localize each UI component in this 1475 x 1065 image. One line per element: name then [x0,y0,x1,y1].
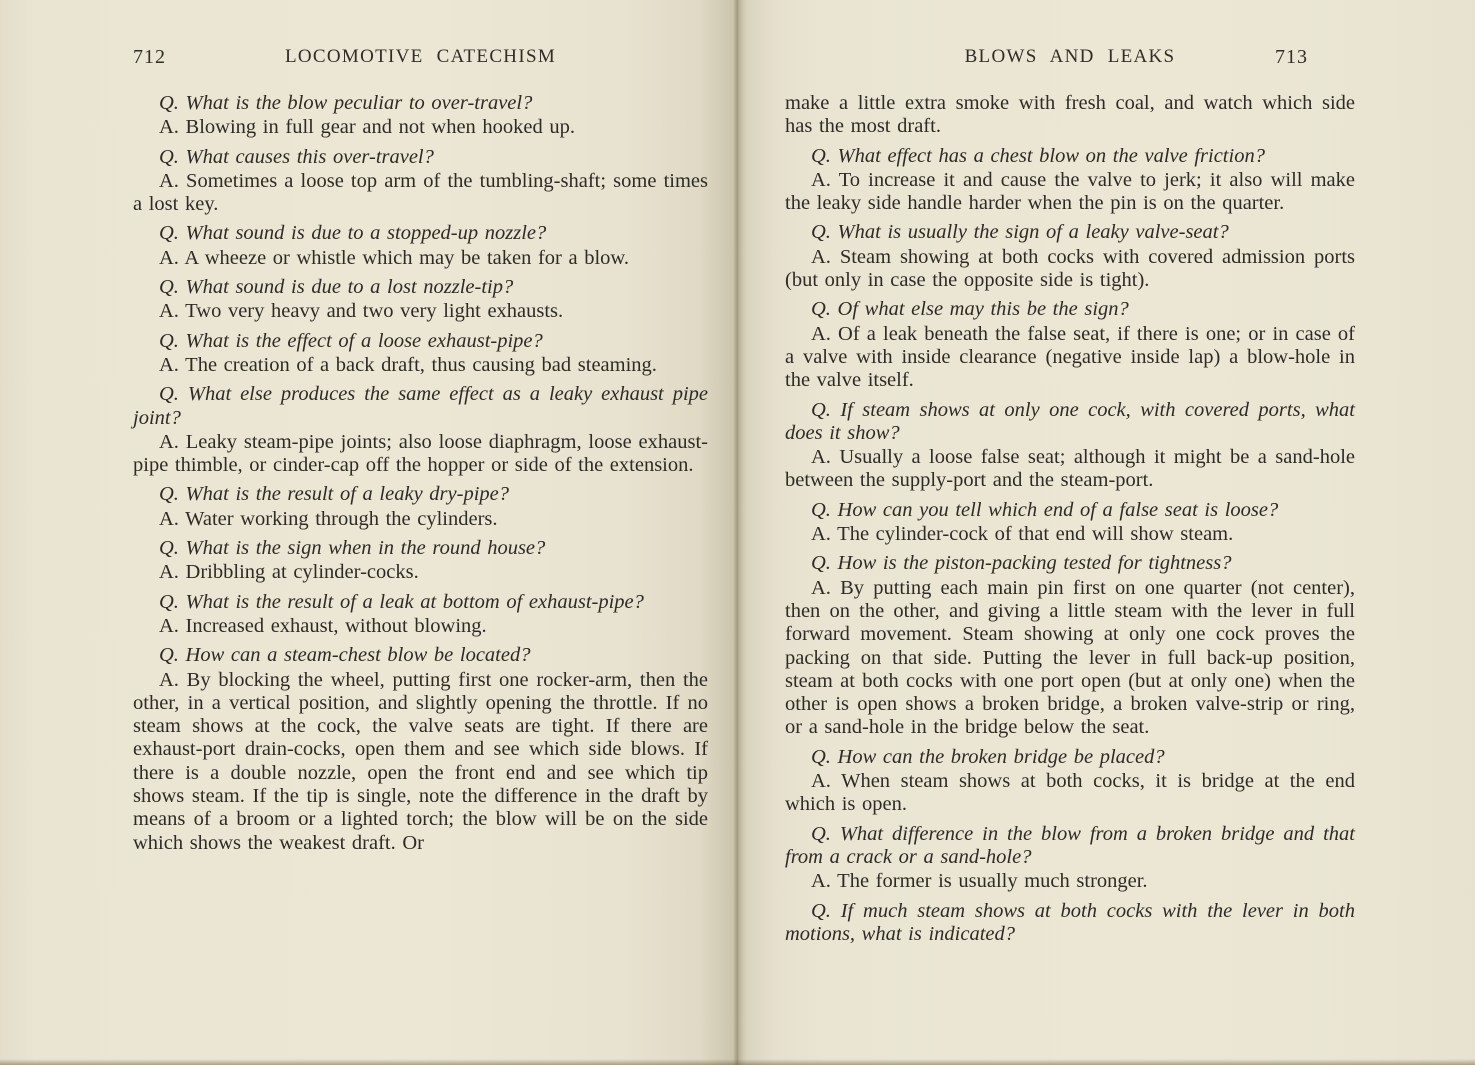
question-paragraph: Q. What is the result of a leak at bottom of exhaust-pipe? [159,590,644,613]
question-paragraph: Q. What is usually the sign of a leaky valve-seat? [811,221,1229,244]
page-number-right: 713 [1275,46,1308,68]
answer-paragraph: A. Blowing in full gear and not when hooked up. [159,116,576,139]
question-paragraph: Q. How can the broken bridge be placed? [811,745,1165,768]
answer-paragraph: A. By blocking the wheel, putting first one rocker-arm, then the other, in a vertical position, and slightly opening the throttle. If no steam shows at the cock, the valve seats are tight. If there are exhaust-port drain-cocks, open them and see which side blows. If there is a double nozzle, open the front end and see which tip shows steam. If the tip is single, note the difference in the draft by means of a broom or a lighted torch; the blow will be on the side which shows the weakest draft. Or [133,668,708,854]
question-paragraph: Q. If steam shows at only one cock, with covered ports, what does it show? [785,398,1355,444]
continuation-paragraph: make a little extra smoke with fresh coal, and watch which side has the most draft. [785,92,1355,138]
answer-paragraph: A. The former is usually much stronger. [811,870,1148,893]
question-paragraph: Q. What else produces the same effect as a leaky exhaust pipe joint? [133,383,708,429]
question-paragraph: Q. What effect has a chest blow on the valve friction? [811,144,1265,167]
question-paragraph: Q. What causes this over-travel? [159,145,434,168]
page-body-right [785,92,1355,946]
answer-paragraph: A. A wheeze or whistle which may be taken for a blow. [159,246,630,269]
answer-paragraph: A. Dribbling at cylinder-cocks. [159,561,419,584]
question-paragraph: Q. What is the blow peculiar to over-travel? [159,92,533,114]
question-paragraph: Q. Of what else may this be the sign? [811,298,1129,321]
page-number-left: 712 [133,46,166,68]
answer-paragraph: A. When steam shows at both cocks, it is bridge at the end which is open. [785,770,1355,816]
question-paragraph: Q. How is the piston-packing tested for tightness? [811,552,1232,575]
page-header-left [133,46,708,72]
answer-paragraph: A. Of a leak beneath the false seat, if there is one; or in case of a valve with inside clearance (negative inside lap) a blow-hole in the valve itself. [785,322,1355,392]
question-paragraph: Q. What is the sign when in the round house? [159,537,546,560]
question-paragraph: Q. What is the effect of a loose exhaust-pipe? [159,329,543,352]
question-paragraph: Q. What sound is due to a lost nozzle-tip? [159,276,514,299]
answer-paragraph: A. By putting each main pin first on one quarter (not center), then on the other, and giving a little steam with the lever in full forward movement. Steam showing at only one cock proves the packing on that side. Putting the lever in full back-up position, steam at both cocks with one port open (but at only one) when the other is open shows a broken bridge, a broken valve-strip or ring, or a sand-hole in the bridge below the seat. [785,576,1355,739]
question-paragraph: Q. What sound is due to a stopped-up nozzle? [159,222,547,245]
question-paragraph: Q. If much steam shows at both cocks with the lever in both motions, what is indicated? [785,899,1355,945]
answer-paragraph: A. Steam showing at both cocks with covered admission ports (but only in case the opposite side is tight). [785,245,1355,292]
running-head-right: BLOWS AND LEAKS [964,46,1176,67]
answer-paragraph: A. The cylinder-cock of that end will show steam. [811,523,1234,546]
answer-paragraph: A. The creation of a back draft, thus causing bad steaming. [159,353,657,376]
answer-paragraph: A. Water working through the cylinders. [159,507,498,530]
question-paragraph: Q. How can you tell which end of a false seat is loose? [811,498,1279,521]
answer-paragraph: A. Leaky steam-pipe joints; also loose diaphragm, loose exhaust-pipe thimble, or cinder-cap off the hopper or side of the extension. [133,430,708,477]
answer-paragraph: A. Increased exhaust, without blowing. [159,614,487,637]
page-body-left [133,92,708,855]
answer-paragraph: A. To increase it and cause the valve to jerk; it also will make the leaky side handle harder when the pin is on the quarter. [785,168,1355,215]
question-paragraph: Q. What is the result of a leaky dry-pipe? [159,483,509,506]
question-paragraph: Q. How can a steam-chest blow be located? [159,644,531,667]
answer-paragraph: A. Sometimes a loose top arm of the tumbling-shaft; some times a lost key. [133,169,708,216]
answer-paragraph: A. Usually a loose false seat; although it might be a sand-hole between the supply-port and the steam-port. [785,446,1355,492]
question-paragraph: Q. What difference in the blow from a broken bridge and that from a crack or a sand-hole? [785,822,1355,868]
answer-paragraph: A. Two very heavy and two very light exhausts. [159,300,564,323]
running-head-left: LOCOMOTIVE CATECHISM [284,46,557,67]
page-header-right [785,46,1475,72]
page-right [738,0,1475,1065]
